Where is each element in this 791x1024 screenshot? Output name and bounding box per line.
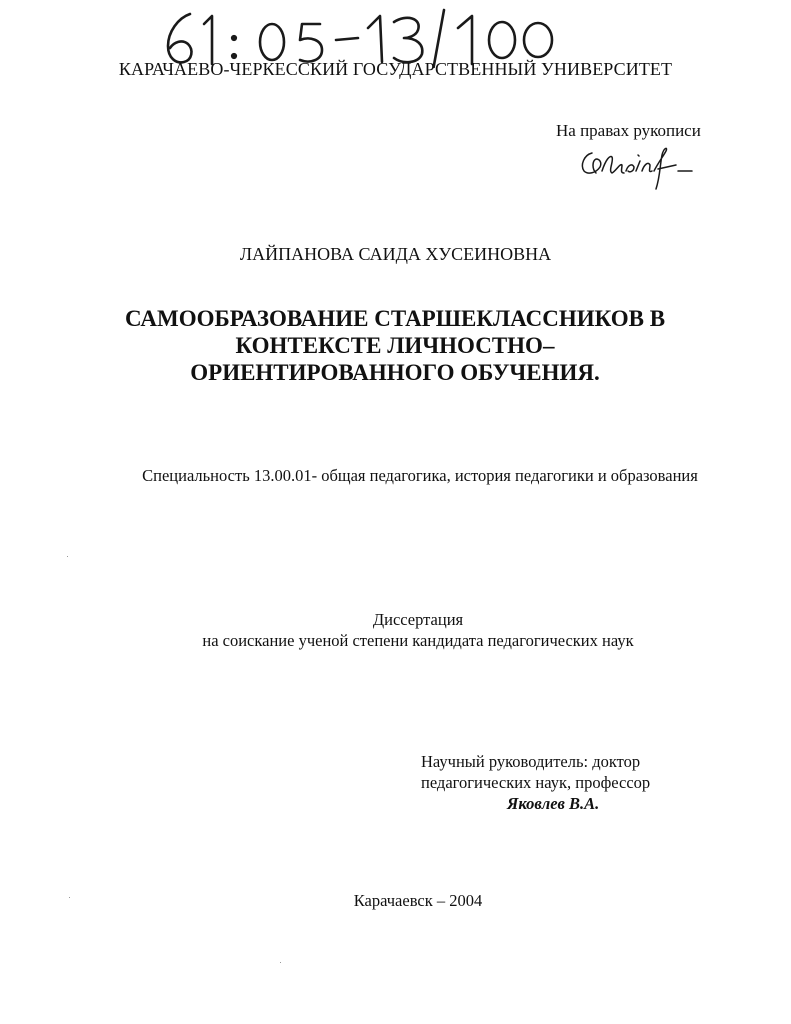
city-and-year: Карачаевск – 2004 bbox=[353, 891, 483, 910]
dissertation-block bbox=[0, 609, 791, 651]
dissertation-purpose: на соискание ученой степени кандидата педагогических наук bbox=[202, 631, 634, 650]
scan-speck bbox=[69, 897, 70, 898]
supervisor-line-1: Научный руководитель: доктор bbox=[421, 752, 641, 771]
dissertation-heading: Диссертация bbox=[372, 610, 464, 629]
author-name: ЛАЙПАНОВА САИДА ХУСЕИНОВНА bbox=[239, 244, 552, 264]
manuscript-note: На правах рукописи bbox=[556, 121, 701, 140]
specialty-line: Специальность 13.00.01- общая педагогика, история педагогики и образования bbox=[142, 466, 698, 485]
university-name: КАРАЧАЕВО-ЧЕРКЕССКИЙ ГОСУДАРСТВЕННЫЙ УНИВЕРСИТЕТ bbox=[118, 59, 673, 79]
dissertation-title: САМООБРАЗОВАНИЕ СТАРШЕКЛАССНИКОВ В КОНТЕКСТЕ ЛИЧНОСТНО–ОРИЕНТИРОВАННОГО ОБУЧЕНИЯ. bbox=[124, 306, 666, 385]
scan-speck bbox=[67, 556, 68, 557]
supervisor-block bbox=[421, 751, 650, 814]
supervisor-line-2: педагогических наук, профессор bbox=[421, 773, 651, 792]
scan-speck bbox=[280, 962, 281, 963]
supervisor-name: Яковлев В.А. bbox=[507, 794, 600, 813]
signature-image bbox=[578, 141, 700, 195]
